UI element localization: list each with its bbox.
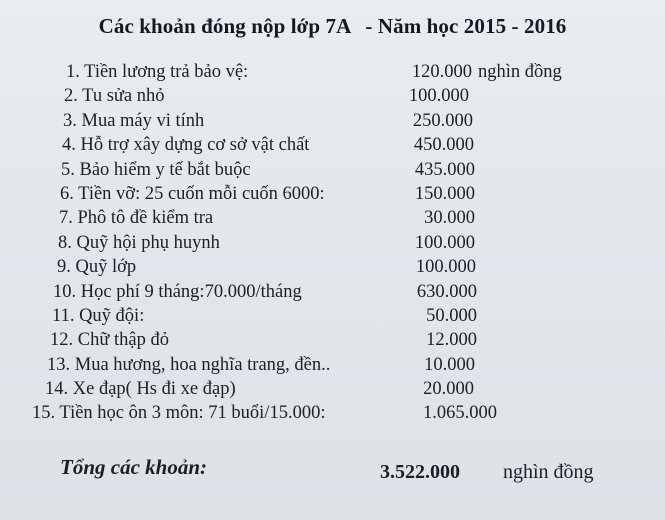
fee-item-amount: 150.000 [414, 183, 475, 204]
fee-item [0, 304, 665, 328]
fee-item [0, 353, 665, 377]
fee-item-amount: 100.000 [415, 257, 476, 278]
fee-item-label: 7. Phô tô đề kiểm tra [59, 208, 214, 229]
fee-item-label: 1. Tiền lương trả bảo vệ: [66, 62, 249, 82]
fee-item-label: 12. Chữ thập đỏ [50, 330, 169, 351]
fee-item-amount: 250.000 [412, 110, 473, 131]
fee-item-amount: 100.000 [414, 232, 475, 253]
fee-item-label: 15. Tiền học ôn 3 môn: 71 buổi/15.000: [32, 403, 326, 424]
title-school-year: Năm học 2015 - 2016 [377, 14, 567, 38]
fee-item [0, 401, 665, 425]
fee-item-label: 2. Tu sửa nhỏ [64, 86, 165, 107]
total-amount: 3.522.000 [380, 461, 460, 483]
fee-item [0, 206, 665, 230]
fee-item-amount: 1.065.000 [423, 403, 497, 424]
total-label: Tổng các khoản: [60, 455, 207, 479]
fee-item-label: 3. Mua máy vi tính [63, 110, 205, 131]
fee-item-unit: nghìn đồng [478, 62, 562, 82]
fee-item-amount: 450.000 [413, 135, 474, 156]
fee-item-amount: 50.000 [426, 305, 477, 326]
fee-item [0, 280, 665, 304]
fee-item [0, 255, 665, 279]
fee-item [0, 133, 665, 157]
total-row [0, 455, 665, 489]
fee-item [0, 109, 665, 133]
fee-item [0, 377, 665, 401]
fee-item [0, 231, 665, 255]
title-dash: - [365, 14, 373, 38]
fee-item-label: 9. Quỹ lớp [57, 257, 137, 278]
fee-list [0, 60, 665, 426]
fee-item-amount: 10.000 [424, 354, 475, 375]
document-title [0, 14, 665, 39]
fee-item [0, 182, 665, 206]
fee-item-label: 14. Xe đạp( Hs đi xe đạp) [45, 379, 236, 400]
fee-item-amount: 120.000 [411, 62, 472, 82]
title-class-label: Các khoản đóng nộp lớp 7A [98, 14, 352, 38]
fee-item-label: 5. Bảo hiểm y tế bắt buộc [61, 159, 251, 180]
fee-item [0, 328, 665, 352]
fee-item [0, 158, 665, 182]
fee-item-amount: 100.000 [408, 86, 469, 107]
fee-item-label: 8. Quỹ hội phụ huynh [58, 232, 220, 253]
fee-item [0, 84, 665, 108]
fee-item-amount: 30.000 [424, 208, 475, 229]
fee-item [0, 60, 665, 84]
fee-item-amount: 435.000 [414, 159, 475, 180]
fee-item-amount: 20.000 [423, 379, 474, 400]
fee-item-label: 10. Học phí 9 tháng:70.000/tháng [53, 281, 302, 302]
total-unit: nghìn đồng [503, 461, 594, 483]
fee-item-label: 13. Mua hương, hoa nghĩa trang, đền.. [47, 354, 331, 375]
fee-item-label: 11. Quỹ đội: [52, 305, 145, 326]
fee-item-amount: 12.000 [426, 330, 477, 351]
fee-item-label: 4. Hỗ trợ xây dựng cơ sở vật chất [62, 135, 310, 156]
fee-item-amount: 630.000 [416, 281, 477, 302]
fee-item-label: 6. Tiền vỡ: 25 cuốn mỗi cuốn 6000: [60, 183, 325, 204]
